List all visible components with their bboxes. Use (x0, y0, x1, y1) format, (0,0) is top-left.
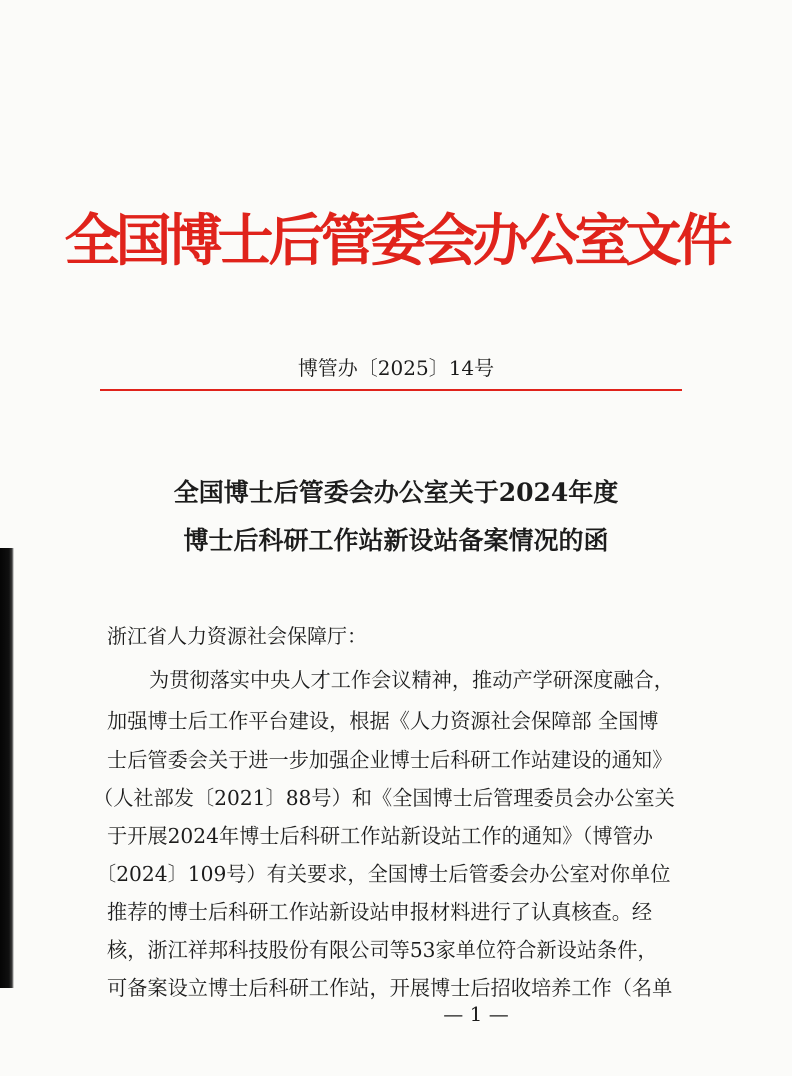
body-line-4: （人社部发〔2021〕88号）和《全国博士后管理委员会办公室关 (93, 786, 675, 810)
red-separator-line (100, 389, 682, 391)
body-line-7: 推荐的博士后科研工作站新设站申报材料进行了认真核查。经 (107, 900, 653, 924)
body-line-3: 士后管委会关于进一步加强企业博士后科研工作站建设的通知》 (107, 748, 673, 772)
subject-line-1: 全国博士后管委会办公室关于2024年度 (173, 478, 619, 507)
addressee: 浙江省人力资源社会保障厅： (107, 624, 367, 648)
subject-line-2: 博士后科研工作站新设站备案情况的函 (183, 526, 609, 555)
body-line-9: 可备案设立博士后科研工作站，开展博士后招收培养工作（名单 (107, 976, 673, 1000)
red-header-title: 全国博士后管委会办公室文件 (64, 208, 728, 274)
body-line-6: 〔2024〕109号）有关要求，全国博士后管委会办公室对你单位 (96, 862, 671, 886)
body-line-5: 于开展2024年博士后科研工作站新设站工作的通知》（博管办 (107, 824, 653, 848)
document-number: 博管办〔2025〕14号 (297, 356, 495, 380)
body-line-2: 加强博士后工作平台建设，根据《人力资源社会保障部 全国博 (107, 709, 659, 733)
body-line-1: 为贯彻落实中央人才工作会议精神，推动产学研深度融合， (149, 668, 674, 692)
body-line-8: 核，浙江祥邦科技股份有限公司等53家单位符合新设站条件， (107, 938, 658, 962)
page-number: — 1 — (443, 1002, 509, 1026)
